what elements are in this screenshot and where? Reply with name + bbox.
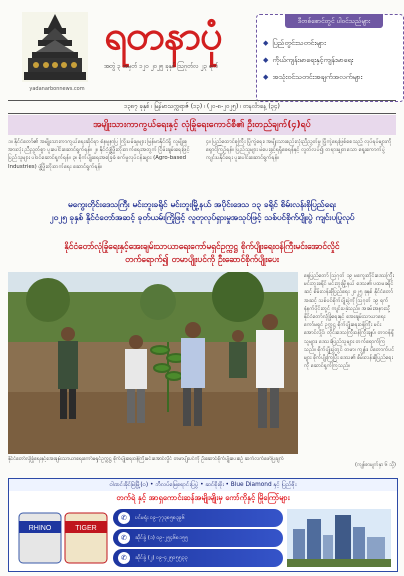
brand-label-tiger: TIGER: [75, 525, 97, 532]
intro-columns: [8, 138, 396, 194]
contents-item: ◆ ကိုယ်ကျန်းမာရေးနှင့်ကျန်းမာရေး: [263, 56, 354, 64]
advertisement: [8, 478, 398, 572]
website-url: yadanarbonnews.com: [29, 86, 85, 92]
ad-contact-row: ✆ ဆိုင်ခွဲ (၁) ၀၉-၂၅၄၆၈၁၅၅: [113, 529, 283, 547]
ad-contact-row: ✆ ဆိုင်ခွဲ (၂) ၀၉-၄၂၅၀၅၅၃၃: [113, 549, 283, 567]
contents-list: [263, 35, 399, 86]
story-subheadline: [8, 240, 396, 268]
ad-top-line: ဝါဏင်းခိုင်မြဲမြို့(ဝ) • ဘီလပ်မြေရောင်းပြပွဲ • ဆင်စိုးစိုး • Blue Diamond နှင့် ပြည်ဇိုး: [9, 479, 397, 491]
continued-note: (ကျန်စာမျက်နှာ ၆ သို့): [354, 462, 396, 468]
city-skyline-image: [287, 509, 391, 567]
ad-contacts: [113, 509, 283, 567]
lead-headline: အမျိုးသားကာကွယ်ရေးနှင့် လုံခြုံရေးကောင်စီ၏ ဦးတည်ချက်(၄)ရပ်: [8, 115, 396, 135]
contents-box: [256, 14, 404, 102]
photo-caption: နိုင်ငံတော်လုံခြုံရေးနှင့်အေးချမ်းသာယာရေးကော်မရှင်ဥက္ကဋ္ဌ စိုက်ပျိုးရေးဝန်ကြီးမင်းအောင်လှိုင် တမာပျိုးပင်ကို ဦးဆောင်စိုက်ပျိုးပေးစဉ် ဆက်လက်ဖော်ပြချက်: [8, 456, 284, 462]
date-strip: ၁၃၈၇ ခုနှစ် ၊ မြန်မာသက္ကရာဇ် (၁၃) ၊ (၂၀-၈-၂၀၂၅) ၊ တနင်္လာနေ့ (၃၄): [8, 100, 396, 114]
masthead: [8, 8, 396, 100]
ad-slogan: တက်ရဲ နှင့် အာရှကောင်းဆန်အမျိုးမျိုးမှ ကော်ကိုနှင့် မြိုကြော်များ: [116, 493, 290, 502]
phone-icon: ✆: [118, 552, 130, 564]
bullet-icon: ◆: [263, 73, 269, 81]
brand-label-rhino: RHINO: [28, 525, 52, 532]
contents-item: ◆ ပြည်တွင်းသတင်းများ: [263, 39, 326, 47]
contents-item: ◆ အသုံးဝင်သတင်းအချက်အလက်များ: [263, 73, 363, 81]
story-headline-line: ၂၀၂၅ ခုနှစ် နိုင်ငံတော်အဆင့် ခုတ်ယမ်းကြိုဖြင့် လူတုလုပ်ရှားမှုအသုပ်ဖြင့် သစ်ပင်စိုက်ပျိုးပွဲ ကျင်းပပြုလုပ်: [49, 212, 355, 222]
phone-icon: ✆: [118, 532, 130, 544]
newspaper-logo: [12, 8, 98, 88]
story-body: နေပြည်တော် ဩဂုတ် ၁၉ မကွေးတိုင်းဒေသကြီး မင်းဘူးခရိုင် မင်းဘူးမြို့နယ် ဒေသ၏ ပထမခရိုင်ဆင့် စိမ်းလန်းစိုပြည်ရေး ၂၀၂၅ ခုနှစ် နိုင်ငံတော်အဆင့် သစ်ပင်စိုက်ပျိုးပွဲကို ဩဂုတ် ၁၉ ရက် နံနက်ပိုင်းတွင် ကျင်းပခဲ့သည်။ အခမ်းအနားသို့ နိုင်ငံတော်လုံခြုံရေးနှင့် အေးချမ်းသာယာရေးကော်မရှင် ဥက္ကဋ္ဌ စိုက်ပျိုးရေးဝန်ကြီး မင်းအောင်လှိုင်၊ တိုင်းဒေသကြီးဝန်ကြီးချုပ်၊ တာဝန်ရှိသူများ၊ ဒေသခံပြည်သူများ တက်ရောက်ကြသည်။ စိုက်ပျိုးပွဲတွင် တမာ၊ ကျွန်း၊ ပိတောက်ပင်များ စိုက်ပျိုးကြပြီး ဒေသ၏ စိမ်းလန်းစိုပြည်ရေးကို ဆောင်ရွက်ကြသည်။: [304, 273, 395, 370]
story-headline: [8, 198, 396, 236]
cement-bags-image: [15, 509, 111, 567]
column-right: ၄။ ပြည်ထောင်စုကြီး ပြိုကွဲရေး၊ အမျိုးသားစည်းလုံးညီညွတ်မှု ပြိုကွဲရေးဖြစ်စေသည့် လုပ်ရပ်များကို ရှောင်ကြဉ်ရန်။ ပြည်သူများ မဲပေးခွင့်ရရှိစေရန်နှင့် လွတ်လပ်၍ တရားမျှတသော ရွေးကောက်ပွဲကျင်းပနိုင်ရေး ပူးပေါင်းဆောင်ရွက်ရန်။: [206, 139, 392, 162]
story-subheadline-line: နိုင်ငံတော်လုံခြုံရေးနှင့်အေးချမ်းသာယာရေးကော်မရှင်ဥက္ကဋ္ဌ စိုက်ပျိုးရေးဝန်ကြီးမင်းအောင်လှိုင်: [64, 241, 340, 251]
bullet-icon: ◆: [263, 39, 269, 47]
bullet-icon: ◆: [263, 56, 269, 64]
column-left: ၁။ နိုင်ငံတော်၏ အမျိုးသားကာကွယ်ရေးဆိုင်ရာ စံနမူနာပြ ကြိုးပမ်းမှုများ မြန်မာနိုင်ငံရှိ လူမျိုးစုအားလုံး ညီညွတ်စွာ ပူးပေါင်းဆောင်ရွက်ရန်။ ၂။ နိုင်ငံ့ဖွံ့ဖြိုးတိုးတက်ရေးအတွက် ငြိမ်းချမ်းရေးဖြင့် ပြည်သူများ ပါဝင်ဆောင်ရွက်ရန်။ ၃။ စိုက်ပျိုးရေးအခြေခံ စက်မှုလုပ်ငန်းများ (Agro-based Industries) ဖွံ့ဖြိုးတိုးတက်ရေး ဆောင်ရွက်ရန်။: [8, 139, 190, 170]
tree-planting-photo: [8, 272, 298, 454]
story-subheadline-line: တက်ရောက်၍ တမာပျိုးပင်ကို ဦးဆောင်စိုက်ပျိုးပေး: [125, 254, 279, 264]
paper-name: ရတနာပုံ: [104, 12, 222, 59]
story-headline-line: မကွေးတိုင်းဒေသကြီး မင်းဘူးခရိုင် မင်းဘူးမြို့နယ် အပိုင်းဒေသ ၁၃ ခရိုင် စိမ်းလန်းစိုပြည်ရေး: [68, 199, 336, 209]
contents-title: ဒီတစ်စောင်တွင် ပါဝင်သည်များ: [285, 14, 383, 28]
phone-icon: ✆: [118, 512, 130, 524]
ad-contact-row: ✆ ပင်မရုံး ၀၉-၇၇၃၈၅၈၃၉၆: [113, 509, 283, 527]
issue-line: အတွဲ ၃ အမှတ် ၁၂၀ ၂၀၂၅ ခုနှစ် ဩဂုတ်လ ၂၃ ရက်: [104, 63, 219, 70]
